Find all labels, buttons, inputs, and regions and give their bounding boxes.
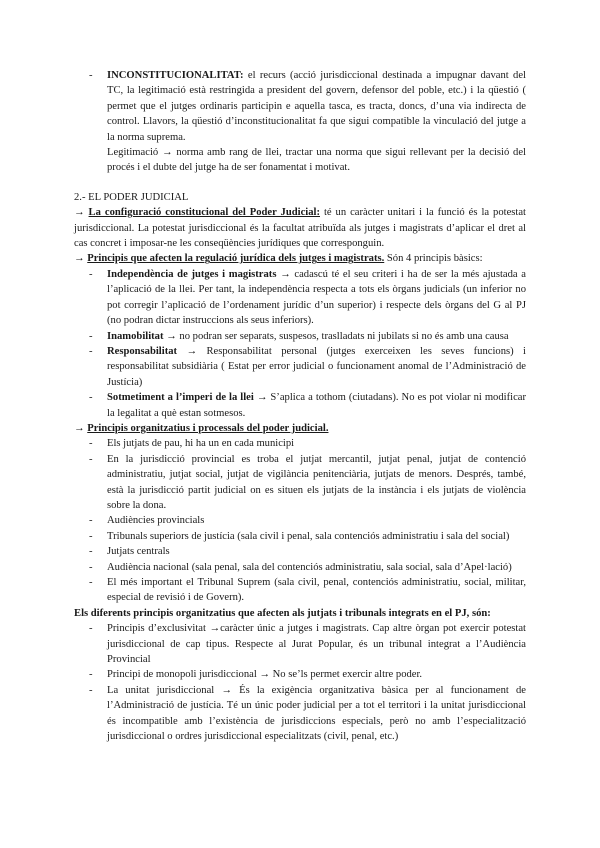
org-item-text: En la jurisdicció provincial es troba el jutjat mercantil, jutjat penal, jutjat de contenció administratiu, jutjat social, jutjat de vigilància penitenciària, jutjats de menors. Després, també, està la jurisdicció partit judicial on es situen els jutjats de la instància i els jutjats de violència sobre la dona. bbox=[107, 453, 526, 511]
principle-text: → Responsabilitat personal (jutges exerceixen les seves funcions) i responsabilitat subsidiària ( Estat per error judicial o funcionament anomal de l’Administració de Justícia) bbox=[107, 345, 526, 388]
principle-term: Inamobilitat bbox=[107, 330, 164, 342]
list-item bbox=[74, 621, 526, 667]
bullet-dash: - bbox=[89, 684, 93, 696]
list-item bbox=[74, 344, 526, 390]
bullet-dash: - bbox=[89, 438, 93, 450]
principle-term: Responsabilitat bbox=[107, 345, 178, 357]
list-item bbox=[74, 575, 526, 606]
diff-heading-line bbox=[74, 606, 526, 621]
org-list bbox=[74, 436, 526, 605]
org-heading: Principis organitzatius i processals del poder judicial. bbox=[87, 422, 329, 434]
bullet-dash: - bbox=[89, 515, 93, 527]
list-item bbox=[74, 329, 526, 344]
org-item-text: Audiència nacional (sala penal, sala del contenciós administratiu, sala social, sala d’Apel·lació) bbox=[107, 561, 512, 573]
document-body bbox=[74, 68, 526, 744]
org-item-text: Els jutjats de pau, hi ha un en cada municipi bbox=[107, 438, 295, 450]
bullet-dash: - bbox=[89, 623, 93, 635]
org-item-text: Jutjats centrals bbox=[107, 546, 170, 558]
org-item-text: El més important el Tribunal Suprem (sala civil, penal, contenciós administratiu, social, militar, especial de revisió i de Govern). bbox=[107, 577, 526, 604]
list-item-inconstitucionalitat bbox=[74, 68, 526, 145]
config-text: té un caràcter unitari i la funció és la potestat jurisdiccional. La potestat jurisdiccional és la facultat atribuïda als jutges i magistrats d’aplicar el dret al cas concret i imposar-ne les conseqüències jurídiques que corresponguin. bbox=[74, 207, 526, 250]
principles-suffix: Són 4 principis bàsics: bbox=[384, 253, 483, 265]
bullet-dash: - bbox=[89, 70, 93, 81]
org-heading-line bbox=[74, 421, 526, 436]
arrow-icon: → bbox=[74, 253, 88, 265]
term-inconstitucionalitat: INCONSTITUCIONALITAT: bbox=[107, 70, 244, 81]
principle-term: Independència de jutges i magistrats bbox=[107, 268, 277, 280]
arrow-icon: → bbox=[74, 422, 88, 434]
org-item-text: Tribunals superiors de justícia (sala civil i penal, sala contenciós administratiu i sala del social) bbox=[107, 530, 510, 542]
diff-heading: Els diferents principis organitzatius que afecten als jutjats i tribunals integrats en el PJ, són: bbox=[74, 607, 491, 619]
diff-item-text: Principi de monopoli jurisdiccional → No se’ls permet exercir altre poder. bbox=[107, 669, 423, 681]
bullet-dash: - bbox=[89, 561, 93, 573]
principle-text: → S’aplica a tothom (ciutadans). No es pot violar ni modificar la legalitat a què estan sotmesos. bbox=[107, 392, 526, 419]
list-item bbox=[74, 390, 526, 421]
list-item bbox=[74, 436, 526, 451]
arrow-icon: → bbox=[74, 207, 89, 219]
principles-heading-line bbox=[74, 251, 526, 266]
bullet-dash: - bbox=[89, 268, 93, 280]
legitimacio-paragraph: Legitimació → norma amb rang de llei, tractar una norma que sigui rellevant per la decisió del procés i el dubte del jutge ha de ser fonamentat i motivat. bbox=[107, 147, 526, 174]
section-title: 2.- EL PODER JUDICIAL bbox=[74, 191, 189, 203]
bullet-dash: - bbox=[89, 453, 93, 465]
principle-term: Sotmetiment a l’imperi de la llei bbox=[107, 392, 254, 404]
bullet-dash: - bbox=[89, 546, 93, 558]
list-item bbox=[74, 544, 526, 559]
bullet-dash: - bbox=[89, 330, 93, 342]
list-item bbox=[74, 667, 526, 682]
inconstitucionalitat-text: el recurs (acció jurisdiccional destinada a impugnar davant del TC, la legitimació està restringida a president del govern, defensor del poble, etc.) i la qüestió ( permet que el jutges ordinaris participin e aquella tasca, es tracta, doncs, d’una via indirecta de control. Llavors, la qüestió d’inconstitucionalitat fa que sigui compatible la vinculació del jutge a la norma suprema. bbox=[107, 70, 526, 143]
config-heading: La configuració constitucional del Poder Judicial: bbox=[88, 207, 320, 219]
principle-text: → cadascú té el seu criteri i ha de ser la més ajustada a l’aplicació de la llei. Per tant, la independència respecta a tots els òrgans judicials (un inferior no pot corregir l’aplicació de l’ordenament jurídic d’un superior) i respecte dels òrgans del G al PJ (no podran dictar instruccions als seus inferiors). bbox=[107, 268, 526, 327]
diff-list bbox=[74, 621, 526, 744]
bullet-dash: - bbox=[89, 669, 93, 681]
list-item bbox=[74, 529, 526, 544]
bullet-dash: - bbox=[89, 530, 93, 542]
config-paragraph bbox=[74, 205, 526, 251]
principles-list bbox=[74, 267, 526, 421]
diff-item-text: La unitat jurisdiccional → És la exigència organitzativa bàsica per al funcionament de l’Administració de justícia. Té un únic poder judicial per a tot el territori i la unitat jurisdiccional és incompatible amb l’existència de jurisdiccions especials, però no amb l’especialització jurisdiccional o ordres jurisdiccional especialitzats (civil, penal, etc.) bbox=[107, 684, 526, 743]
org-item-text: Audiències provincials bbox=[107, 515, 205, 527]
list-item bbox=[74, 513, 526, 528]
bullet-dash: - bbox=[89, 345, 93, 357]
bullet-dash: - bbox=[89, 392, 93, 404]
list-item bbox=[74, 560, 526, 575]
principle-text: → no podran ser separats, suspesos, traslladats ni jubilats si no és amb una causa bbox=[163, 330, 509, 342]
bullet-dash: - bbox=[89, 577, 93, 588]
list-item bbox=[74, 452, 526, 514]
principles-heading: Principis que afecten la regulació jurídica dels jutges i magistrats. bbox=[87, 253, 385, 265]
list-item bbox=[74, 683, 526, 745]
diff-item-text: Principis d’exclusivitat →caràcter únic a jutges i magistrats. Cap altre òrgan pot exercir potestat jurisdiccional de cap tipus. Respecte al Jurat Popular, és un tribunal integrat a l’Audiència Provincial bbox=[107, 623, 526, 666]
list-item bbox=[74, 267, 526, 329]
